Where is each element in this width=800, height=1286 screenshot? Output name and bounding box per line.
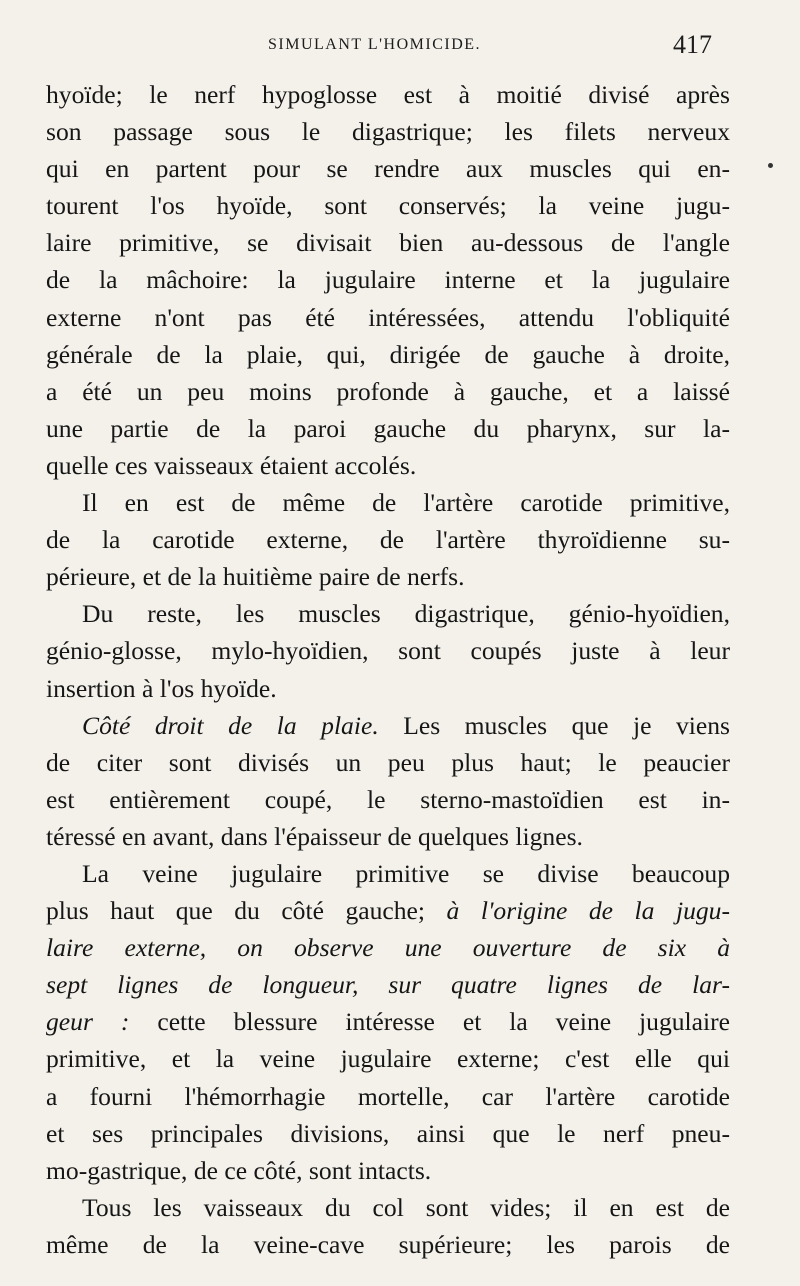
text-line: Côté droit de la plaie. Les muscles que je viens (82, 710, 730, 740)
text-line: a été un peu moins profonde à gauche, et a laissé (46, 376, 730, 406)
text-line: primitive, et la veine jugulaire externe; c'est elle qui (46, 1044, 730, 1074)
text-line: téressé en avant, dans l'épaisseur de quelques lignes. (46, 821, 583, 851)
text-line: tourent l'os hyoïde, sont conservés; la veine jugu- (46, 191, 730, 221)
text-line: sept lignes de longueur, sur quatre lignes de lar- (46, 970, 730, 1000)
body-text (46, 76, 730, 1263)
text-line: geur : cette blessure intéresse et la veine jugulaire (46, 1007, 730, 1037)
text-line: génio-glosse, mylo-hyoïdien, sont coupés juste à leur (46, 636, 730, 666)
text-line: plus haut que du côté gauche; à l'origine de la jugu- (46, 896, 730, 926)
italic-heading: Côté droit de la plaie. (82, 710, 379, 740)
text-line: Il en est de même de l'artère carotide primitive, (82, 488, 730, 518)
text-line: externe n'ont pas été intéressées, attendu l'obliquité (46, 302, 730, 332)
text-line: de citer sont divisés un peu plus haut; le peaucier (46, 747, 730, 777)
text-line: quelle ces vaisseaux étaient accolés. (46, 450, 417, 480)
text-line: La veine jugulaire primitive se divise beaucoup (82, 858, 730, 888)
text-line: qui en partent pour se rendre aux muscles qui en- (46, 154, 730, 184)
text-line: a fourni l'hémorrhagie mortelle, car l'artère carotide (46, 1081, 730, 1111)
text-line: laire externe, on observe une ouverture de six à (46, 933, 730, 963)
text-line: périeure, et de la huitième paire de nerfs. (46, 562, 465, 592)
page-number: 417 (673, 30, 712, 59)
text-line: de la carotide externe, de l'artère thyroïdienne su- (46, 525, 730, 555)
page-header (40, 30, 720, 62)
text-line: hyoïde; le nerf hypoglosse est à moitié divisé après (46, 80, 730, 109)
text-line: son passage sous le digastrique; les filets nerveux (46, 117, 730, 147)
text-line: laire primitive, se divisait bien au-dessous de l'angle (46, 228, 730, 258)
text-line: mo-gastrique, de ce côté, sont intacts. (46, 1155, 432, 1185)
text-line: générale de la plaie, qui, dirigée de gauche à droite, (46, 339, 730, 369)
text-line: est entièrement coupé, le sterno-mastoïdien est in- (46, 784, 730, 814)
running-head: SIMULANT L'HOMICIDE. (268, 36, 482, 53)
text-line: Du reste, les muscles digastrique, génio-hyoïdien, (82, 599, 730, 629)
text-line: Tous les vaisseaux du col sont vides; il en est de (82, 1192, 730, 1222)
text-line: une partie de la paroi gauche du pharynx, sur la- (46, 413, 730, 443)
text-line: insertion à l'os hyoïde. (46, 673, 277, 703)
text-line: et ses principales divisions, ainsi que le nerf pneu- (46, 1118, 730, 1148)
text-line: de la mâchoire: la jugulaire interne et la jugulaire (46, 265, 730, 295)
text-line: même de la veine-cave supérieure; les parois de (46, 1229, 730, 1259)
margin-dot (768, 163, 773, 168)
